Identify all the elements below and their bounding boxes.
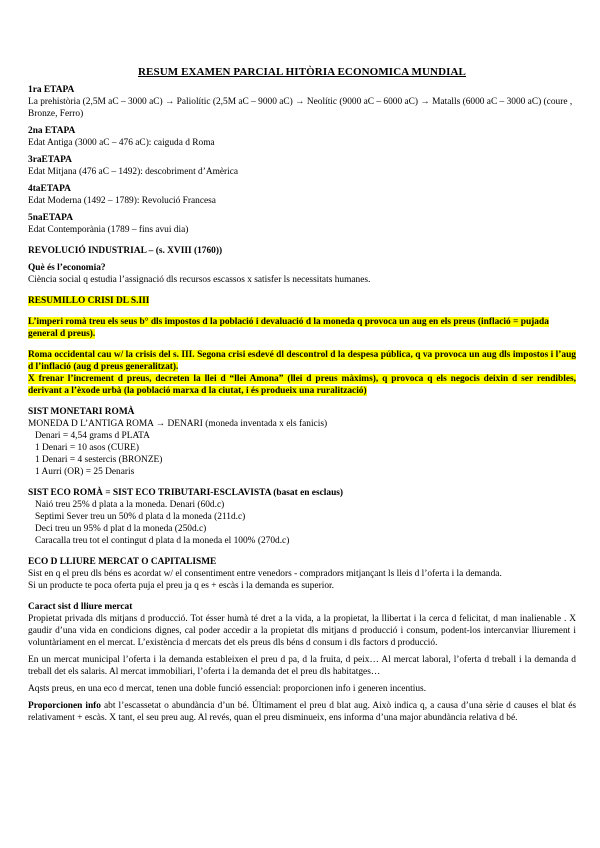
- caract-heading: Caract sist d lliure mercat: [28, 602, 133, 612]
- list-item: Septimi Sever treu un 50% d plata d la moneda (211d.c): [35, 512, 246, 522]
- list-item: Deci treu un 95% d plat d la moneda (250d.c): [35, 524, 207, 534]
- crisi-paragraph-2: Roma occidental cau w/ la crisis del s. III. Segona crisi esdevé dl descontrol d la despesa pública, q va provoca un aug dls impostos i l’aug d l’inflació (aug d preus generalitzat).: [28, 350, 576, 372]
- etapa-3: [28, 154, 576, 178]
- sist-monetari-heading: SIST MONETARI ROMÀ: [28, 407, 135, 417]
- list-item: 1 Aurri (OR) = 25 Denaris: [35, 467, 135, 477]
- etapa-text: Edat Mitjana (476 aC – 1492): descobriment d’Amèrica: [28, 167, 239, 177]
- etapa-heading: 4taETAPA: [28, 184, 71, 194]
- lliure-mercat-paragraph-1: Sist en q el preu dls béns es acordat w/ el consentiment entre venedors - compradors mitjançant ls lleis d l’oferta i la demanda.: [28, 569, 502, 579]
- etapa-text: La prehistòria (2,5M aC – 3000 aC) → Paliolític (2,5M aC – 9000 aC) → Neolític (9000 aC – 6000 aC) → Matalls (6000 aC – 3000 aC) (coure , Bronze, Ferro): [28, 97, 573, 119]
- crisi-heading: RESUMILLO CRISI DL S.III: [28, 296, 150, 306]
- list-item: 1 Denari = 4 sestercis (BRONZE): [35, 455, 163, 465]
- caract-paragraph-1: Propietat privada dls mitjans d producció. Tot ésser humà té dret a la vida, a la propietat, la llibertat i la cerca d felicitat, d man inalienable . X gaudir d’una vida en condicions dignes, cal poder accedir a la propietat dls mitjans d producció i consum, podent-los intercanviar lliurement i voluntàriament en el mercat. L’existència d mercats det els preus dls béns d consum i dls factors d producció.: [28, 614, 576, 648]
- etapa-heading: 2na ETAPA: [28, 126, 76, 136]
- caract-paragraph-4-lead: Proporcionen info: [28, 701, 101, 711]
- lliure-mercat-paragraph-2: Si un producte te poca oferta puja el preu ja q es + escàs i la demanda es superior.: [28, 581, 334, 591]
- etapa-heading: 3raETAPA: [28, 155, 72, 165]
- caract-paragraph-4-body: abt l’escassetat o abundància d’un bé. Últimament el preu d blat aug. Això indica q, a causa d’una sèrie d causes el blat és relativament + escàs. X tant, el seu preu aug. Al revés, quan el preu disminueix, ens informa d’una major abundància relativa d bé.: [28, 701, 577, 723]
- economia-question: Què és l’economia?: [28, 263, 106, 273]
- document-page: [28, 66, 576, 724]
- caract-paragraph-3: Aqsts preus, en una eco d mercat, tenen una doble funció essencial: proporcionen info i generen incentius.: [28, 684, 427, 694]
- crisi-paragraph-1: L’imperi romà treu els seus b° dls impostos d la població i devaluació d la moneda q provoca un aug en els preus (inflació = pujada general d preus).: [28, 317, 549, 339]
- crisi-paragraph-3: X frenar l’increment d preus, decreten la llei d “llei Amona” (llei d preus màxims), q provoca q els negocis deixin d ser rendibles, derivant a l’èxode urbà (la població marxa d la ciutat, i és produeix una ruralització): [28, 374, 576, 396]
- etapa-2: [28, 125, 576, 149]
- etapa-4: [28, 183, 576, 207]
- economia-definition: Ciència social q estudia l’assignació dls recursos escassos x satisfer ls necessitats humanes.: [28, 275, 371, 285]
- etapa-heading: 1ra ETAPA: [28, 85, 75, 95]
- etapa-text: Edat Antiga (3000 aC – 476 aC): caiguda d Roma: [28, 138, 215, 148]
- etapa-1: [28, 84, 576, 120]
- etapa-heading: 5naETAPA: [28, 213, 73, 223]
- sist-monetari-intro: MONEDA D L’ANTIGA ROMA → DENARI (moneda inventada x els fanicis): [28, 419, 328, 429]
- caract-paragraph-2: En un mercat municipal l’oferta i la demanda estableixen el preu d pa, d la fruita, d peix… Al mercat laboral, l’oferta d treball i la demanda d treball det els salaris. Al mercat immobiliari, l’oferta i la demanda det el preu dls habitatges…: [28, 655, 576, 677]
- revolucio-heading: REVOLUCIÓ INDUSTRIAL – (s. XVIII (1760)): [28, 246, 223, 256]
- etapa-text: Edat Contemporània (1789 – fins avui dia): [28, 225, 189, 235]
- list-item: Caracalla treu tot el contingut d plata d la moneda el 100% (270d.c): [35, 536, 290, 546]
- etapa-text: Edat Moderna (1492 – 1789): Revolució Francesa: [28, 196, 216, 206]
- list-item: Naió treu 25% d plata a la moneda. Denari (60d.c): [35, 500, 225, 510]
- list-item: Denari = 4,54 grams d PLATA: [35, 431, 150, 441]
- etapa-5: [28, 212, 576, 236]
- sist-eco-heading: SIST ECO ROMÀ = SIST ECO TRIBUTARI-ESCLAVISTA (basat en esclaus): [28, 488, 344, 498]
- lliure-mercat-heading: ECO D LLIURE MERCAT O CAPITALISME: [28, 557, 217, 567]
- document-title: RESUM EXAMEN PARCIAL HITÒRIA ECONOMICA MUNDIAL: [138, 66, 466, 78]
- list-item: 1 Denari = 10 asos (CURE): [35, 443, 139, 453]
- caract-paragraph-4: [28, 700, 576, 724]
